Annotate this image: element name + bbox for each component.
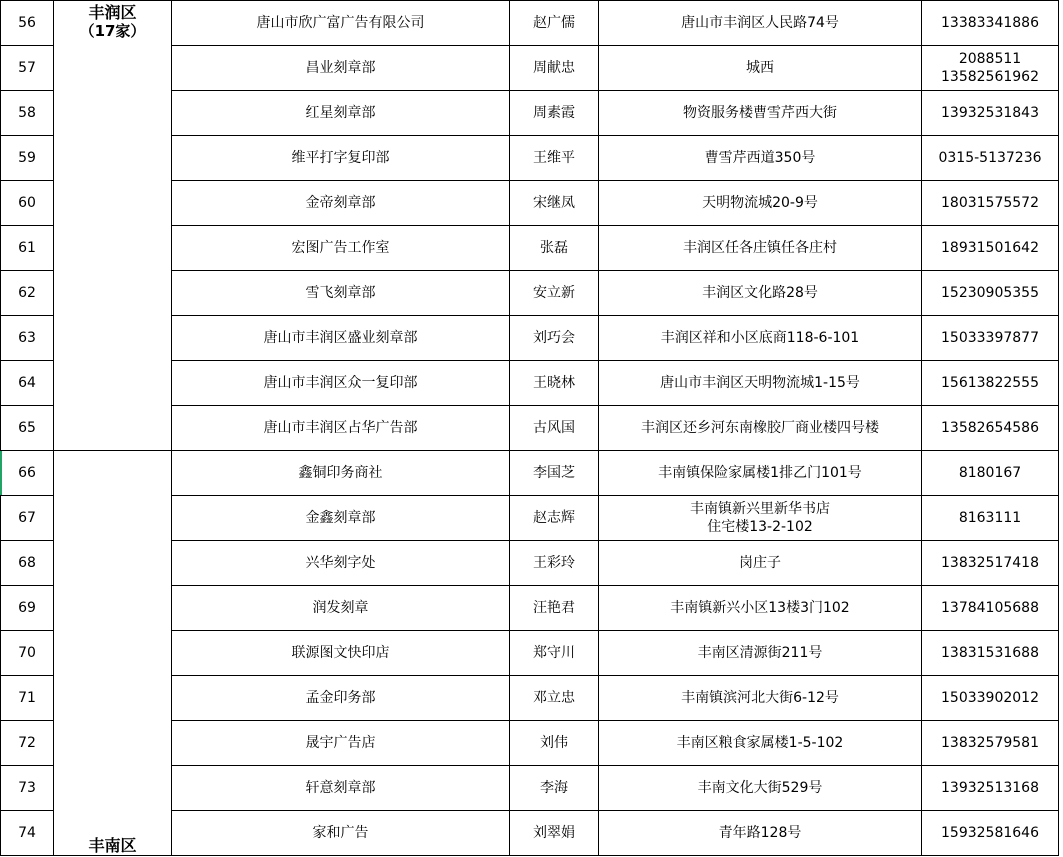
contact-person-cell[interactable]: 周献忠	[510, 46, 599, 91]
contact-person-cell[interactable]: 刘翠娟	[510, 811, 599, 856]
phone-line: 2088511	[958, 51, 1022, 67]
address-line: 丰南镇新兴里新华书店	[690, 501, 830, 517]
phone-cell[interactable]: 13832517418	[922, 541, 1059, 586]
row-number-cell[interactable]: 69	[1, 586, 54, 631]
district-cell-fengnan[interactable]	[54, 451, 172, 856]
contact-person-cell[interactable]: 古风国	[510, 406, 599, 451]
district-name: 丰南区	[88, 836, 137, 855]
address-cell[interactable]: 青年路128号	[599, 811, 922, 856]
contact-person-cell[interactable]: 宋继凤	[510, 181, 599, 226]
contact-person-cell[interactable]: 王维平	[510, 136, 599, 181]
business-name-cell[interactable]: 金帝刻章部	[172, 181, 510, 226]
address-cell[interactable]: 丰南镇滨河北大街6-12号	[599, 676, 922, 721]
row-number-cell[interactable]: 67	[1, 496, 54, 541]
district-count: （17家）	[79, 22, 146, 40]
phone-cell[interactable]	[922, 46, 1059, 91]
business-name-cell[interactable]: 联源图文快印店	[172, 631, 510, 676]
row-number-cell[interactable]: 74	[1, 811, 54, 856]
row-number-cell[interactable]: 59	[1, 136, 54, 181]
row-number-cell[interactable]: 73	[1, 766, 54, 811]
contact-person-cell[interactable]: 周素霞	[510, 91, 599, 136]
contact-person-cell[interactable]: 赵广儒	[510, 1, 599, 46]
row-number-cell[interactable]: 72	[1, 721, 54, 766]
phone-cell[interactable]: 0315-5137236	[922, 136, 1059, 181]
address-cell[interactable]: 城西	[599, 46, 922, 91]
contact-person-cell[interactable]: 李海	[510, 766, 599, 811]
row-number-cell[interactable]: 60	[1, 181, 54, 226]
contact-person-cell[interactable]: 张磊	[510, 226, 599, 271]
address-cell[interactable]: 丰润区任各庄镇任各庄村	[599, 226, 922, 271]
row-number-cell[interactable]: 58	[1, 91, 54, 136]
address-cell[interactable]: 曹雪芹西道350号	[599, 136, 922, 181]
contact-person-cell[interactable]: 郑守川	[510, 631, 599, 676]
row-number-cell[interactable]: 68	[1, 541, 54, 586]
business-name-cell[interactable]: 红星刻章部	[172, 91, 510, 136]
business-name-cell[interactable]: 雪飞刻章部	[172, 271, 510, 316]
contact-person-cell[interactable]: 赵志辉	[510, 496, 599, 541]
phone-cell[interactable]: 15613822555	[922, 361, 1059, 406]
phone-cell[interactable]: 13831531688	[922, 631, 1059, 676]
address-line: 住宅楼13-2-102	[707, 519, 813, 535]
business-name-cell[interactable]: 润发刻章	[172, 586, 510, 631]
address-cell[interactable]: 丰南区粮食家属楼1-5-102	[599, 721, 922, 766]
address-cell[interactable]: 丰南文化大街529号	[599, 766, 922, 811]
table-row	[1, 451, 1059, 496]
row-number-cell[interactable]: 71	[1, 676, 54, 721]
contact-person-cell[interactable]: 刘伟	[510, 721, 599, 766]
row-number-cell[interactable]: 61	[1, 226, 54, 271]
business-name-cell[interactable]: 轩意刻章部	[172, 766, 510, 811]
phone-cell[interactable]: 18031575572	[922, 181, 1059, 226]
business-name-cell[interactable]: 金鑫刻章部	[172, 496, 510, 541]
phone-cell[interactable]: 18931501642	[922, 226, 1059, 271]
row-number-cell[interactable]: 62	[1, 271, 54, 316]
phone-cell[interactable]: 13932513168	[922, 766, 1059, 811]
phone-cell[interactable]: 15033397877	[922, 316, 1059, 361]
phone-cell[interactable]: 13784105688	[922, 586, 1059, 631]
business-name-cell[interactable]: 唐山市丰润区盛业刻章部	[172, 316, 510, 361]
contact-person-cell[interactable]: 邓立忠	[510, 676, 599, 721]
business-name-cell[interactable]: 鑫铜印务商社	[172, 451, 510, 496]
district-name: 丰润区	[88, 3, 137, 22]
address-cell[interactable]: 物资服务楼曹雪芹西大街	[599, 91, 922, 136]
business-name-cell[interactable]: 宏图广告工作室	[172, 226, 510, 271]
phone-cell[interactable]: 8180167	[922, 451, 1059, 496]
table-row	[1, 1, 1059, 46]
business-name-cell[interactable]: 家和广告	[172, 811, 510, 856]
row-selection-marker	[0, 451, 2, 495]
phone-cell[interactable]: 8163111	[922, 496, 1059, 541]
contact-person-cell[interactable]: 王晓林	[510, 361, 599, 406]
row-number-cell[interactable]: 56	[1, 1, 54, 46]
address-cell[interactable]: 丰南镇新兴小区13楼3门102	[599, 586, 922, 631]
phone-cell[interactable]: 13582654586	[922, 406, 1059, 451]
address-cell[interactable]: 天明物流城20-9号	[599, 181, 922, 226]
address-cell[interactable]: 岗庄子	[599, 541, 922, 586]
phone-cell[interactable]: 15230905355	[922, 271, 1059, 316]
business-name-cell[interactable]: 维平打字复印部	[172, 136, 510, 181]
district-cell-fengrun[interactable]	[54, 1, 172, 451]
phone-cell[interactable]: 15033902012	[922, 676, 1059, 721]
address-cell[interactable]: 丰南区清源街211号	[599, 631, 922, 676]
row-number-cell[interactable]: 57	[1, 46, 54, 91]
address-cell[interactable]: 丰润区还乡河东南橡胶厂商业楼四号楼	[599, 406, 922, 451]
business-name-cell[interactable]: 唐山市丰润区众一复印部	[172, 361, 510, 406]
row-number-cell[interactable]: 65	[1, 406, 54, 451]
business-name-cell[interactable]: 唐山市丰润区占华广告部	[172, 406, 510, 451]
row-number-cell[interactable]: 66	[1, 451, 54, 496]
row-number-cell[interactable]: 64	[1, 361, 54, 406]
address-cell[interactable]: 丰南镇保险家属楼1排乙门101号	[599, 451, 922, 496]
business-name-cell[interactable]: 昌业刻章部	[172, 46, 510, 91]
contact-person-cell[interactable]: 汪艳君	[510, 586, 599, 631]
address-cell[interactable]: 丰润区文化路28号	[599, 271, 922, 316]
phone-cell[interactable]: 13832579581	[922, 721, 1059, 766]
business-name-cell[interactable]: 晟宇广告店	[172, 721, 510, 766]
address-cell[interactable]	[599, 496, 922, 541]
phone-cell[interactable]: 15932581646	[922, 811, 1059, 856]
row-number-cell[interactable]: 63	[1, 316, 54, 361]
phone-line: 13582561962	[941, 69, 1039, 85]
phone-cell[interactable]: 13383341886	[922, 1, 1059, 46]
contact-person-cell[interactable]: 李国芝	[510, 451, 599, 496]
contact-person-cell[interactable]: 王彩玲	[510, 541, 599, 586]
business-name-cell[interactable]: 兴华刻字处	[172, 541, 510, 586]
address-cell[interactable]: 唐山市丰润区人民路74号	[599, 1, 922, 46]
contact-person-cell[interactable]: 刘巧会	[510, 316, 599, 361]
business-name-cell[interactable]: 孟金印务部	[172, 676, 510, 721]
address-cell[interactable]: 丰润区祥和小区底商118-6-101	[599, 316, 922, 361]
business-name-cell[interactable]: 唐山市欣广富广告有限公司	[172, 1, 510, 46]
address-cell[interactable]: 唐山市丰润区天明物流城1-15号	[599, 361, 922, 406]
contact-person-cell[interactable]: 安立新	[510, 271, 599, 316]
row-number-cell[interactable]: 70	[1, 631, 54, 676]
phone-cell[interactable]: 13932531843	[922, 91, 1059, 136]
